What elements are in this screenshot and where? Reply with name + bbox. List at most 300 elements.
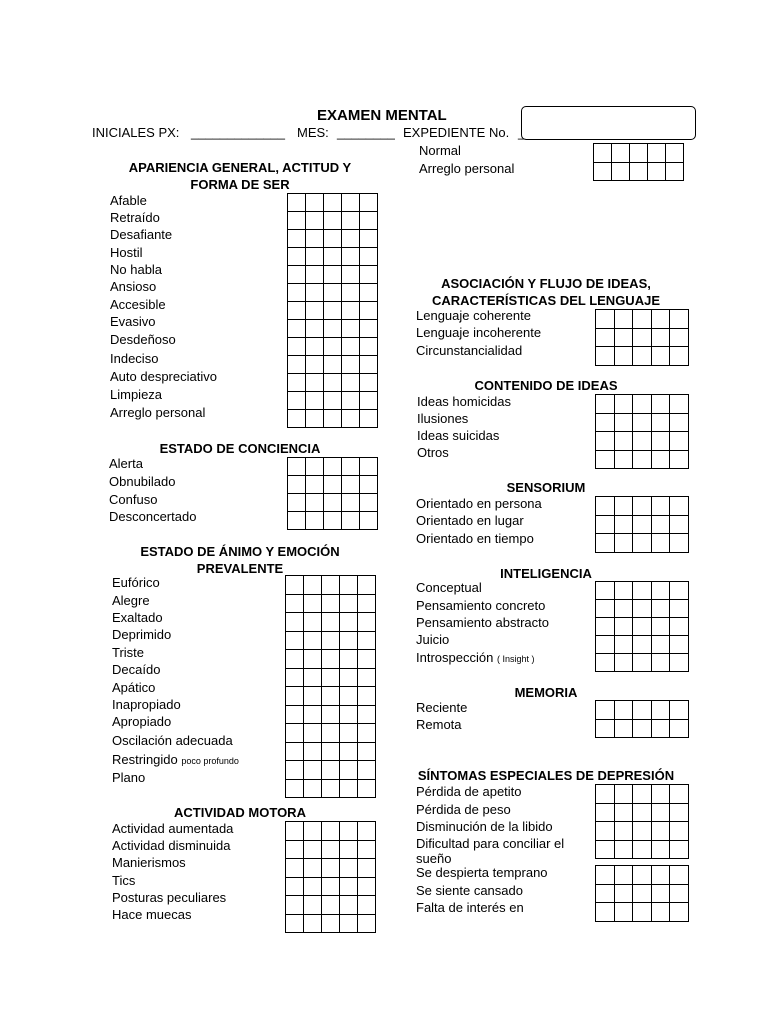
checkbox-cell[interactable] <box>342 320 360 338</box>
checkbox-cell[interactable] <box>340 576 358 595</box>
checkbox-cell[interactable] <box>633 497 652 516</box>
checkbox-cell[interactable] <box>304 761 322 780</box>
checkbox-cell[interactable] <box>360 494 378 512</box>
checkbox-cell[interactable] <box>651 582 670 600</box>
checkbox-cell[interactable] <box>358 594 376 613</box>
checkbox-cell[interactable] <box>286 761 304 780</box>
checkbox-cell[interactable] <box>340 594 358 613</box>
checkbox-cell[interactable] <box>306 284 324 302</box>
checkbox-cell[interactable] <box>288 338 306 356</box>
checkbox-cell[interactable] <box>288 494 306 512</box>
checkbox-cell[interactable] <box>340 705 358 724</box>
checkbox-cell[interactable] <box>288 392 306 410</box>
checkbox-cell[interactable] <box>322 594 340 613</box>
checkbox-cell[interactable] <box>322 576 340 595</box>
checkbox-cell[interactable] <box>596 310 615 329</box>
checkbox-cell[interactable] <box>651 636 670 654</box>
checkbox-grid[interactable] <box>285 575 376 798</box>
checkbox-cell[interactable] <box>322 779 340 798</box>
checkbox-cell[interactable] <box>633 310 652 329</box>
checkbox-cell[interactable] <box>614 701 633 720</box>
checkbox-cell[interactable] <box>358 914 376 933</box>
checkbox-cell[interactable] <box>614 395 633 414</box>
checkbox-cell[interactable] <box>304 687 322 706</box>
checkbox-cell[interactable] <box>322 705 340 724</box>
checkbox-cell[interactable] <box>630 144 648 163</box>
checkbox-grid[interactable] <box>595 309 689 366</box>
checkbox-cell[interactable] <box>633 618 652 636</box>
checkbox-cell[interactable] <box>614 803 633 822</box>
checkbox-cell[interactable] <box>324 410 342 428</box>
checkbox-cell[interactable] <box>306 410 324 428</box>
checkbox-cell[interactable] <box>614 534 633 553</box>
checkbox-cell[interactable] <box>340 779 358 798</box>
checkbox-cell[interactable] <box>360 320 378 338</box>
checkbox-cell[interactable] <box>633 719 652 738</box>
checkbox-cell[interactable] <box>304 742 322 761</box>
checkbox-cell[interactable] <box>324 302 342 320</box>
checkbox-cell[interactable] <box>360 194 378 212</box>
checkbox-cell[interactable] <box>324 284 342 302</box>
checkbox-grid[interactable] <box>285 821 376 933</box>
checkbox-cell[interactable] <box>594 162 612 181</box>
checkbox-cell[interactable] <box>288 410 306 428</box>
checkbox-cell[interactable] <box>306 266 324 284</box>
checkbox-cell[interactable] <box>633 413 652 432</box>
checkbox-cell[interactable] <box>651 450 670 469</box>
checkbox-cell[interactable] <box>596 903 615 922</box>
checkbox-cell[interactable] <box>324 248 342 266</box>
checkbox-cell[interactable] <box>304 724 322 743</box>
checkbox-cell[interactable] <box>358 613 376 632</box>
checkbox-cell[interactable] <box>342 512 360 530</box>
checkbox-cell[interactable] <box>306 248 324 266</box>
checkbox-cell[interactable] <box>633 395 652 414</box>
checkbox-cell[interactable] <box>286 914 304 933</box>
checkbox-cell[interactable] <box>596 347 615 366</box>
checkbox-cell[interactable] <box>596 515 615 534</box>
checkbox-cell[interactable] <box>670 432 689 451</box>
checkbox-cell[interactable] <box>670 582 689 600</box>
checkbox-cell[interactable] <box>342 248 360 266</box>
checkbox-cell[interactable] <box>288 284 306 302</box>
checkbox-cell[interactable] <box>340 914 358 933</box>
checkbox-cell[interactable] <box>651 328 670 347</box>
checkbox-cell[interactable] <box>304 877 322 896</box>
checkbox-cell[interactable] <box>633 582 652 600</box>
checkbox-cell[interactable] <box>322 613 340 632</box>
checkbox-cell[interactable] <box>596 884 615 903</box>
checkbox-cell[interactable] <box>651 347 670 366</box>
checkbox-cell[interactable] <box>670 310 689 329</box>
checkbox-cell[interactable] <box>596 432 615 451</box>
checkbox-cell[interactable] <box>651 701 670 720</box>
checkbox-cell[interactable] <box>322 896 340 915</box>
checkbox-cell[interactable] <box>651 822 670 841</box>
record-blank[interactable]: _ <box>518 125 526 140</box>
checkbox-cell[interactable] <box>651 310 670 329</box>
checkbox-cell[interactable] <box>288 512 306 530</box>
checkbox-cell[interactable] <box>322 859 340 878</box>
checkbox-cell[interactable] <box>612 144 630 163</box>
checkbox-cell[interactable] <box>614 582 633 600</box>
checkbox-cell[interactable] <box>651 884 670 903</box>
checkbox-cell[interactable] <box>342 302 360 320</box>
checkbox-cell[interactable] <box>358 576 376 595</box>
checkbox-grid[interactable] <box>595 700 689 738</box>
checkbox-cell[interactable] <box>288 356 306 374</box>
checkbox-cell[interactable] <box>286 631 304 650</box>
checkbox-cell[interactable] <box>342 392 360 410</box>
checkbox-cell[interactable] <box>670 803 689 822</box>
checkbox-cell[interactable] <box>324 374 342 392</box>
checkbox-grid[interactable] <box>595 581 689 672</box>
checkbox-cell[interactable] <box>340 822 358 841</box>
checkbox-cell[interactable] <box>651 432 670 451</box>
checkbox-cell[interactable] <box>596 785 615 804</box>
checkbox-cell[interactable] <box>651 515 670 534</box>
checkbox-cell[interactable] <box>614 884 633 903</box>
checkbox-cell[interactable] <box>633 866 652 885</box>
checkbox-cell[interactable] <box>286 779 304 798</box>
checkbox-cell[interactable] <box>651 903 670 922</box>
checkbox-cell[interactable] <box>324 212 342 230</box>
checkbox-cell[interactable] <box>596 413 615 432</box>
checkbox-cell[interactable] <box>324 476 342 494</box>
checkbox-cell[interactable] <box>596 450 615 469</box>
checkbox-cell[interactable] <box>342 266 360 284</box>
checkbox-grid[interactable] <box>287 193 378 428</box>
checkbox-cell[interactable] <box>322 650 340 669</box>
checkbox-cell[interactable] <box>342 212 360 230</box>
checkbox-cell[interactable] <box>596 618 615 636</box>
checkbox-cell[interactable] <box>651 413 670 432</box>
checkbox-cell[interactable] <box>288 266 306 284</box>
checkbox-cell[interactable] <box>324 458 342 476</box>
checkbox-cell[interactable] <box>614 654 633 672</box>
checkbox-cell[interactable] <box>340 631 358 650</box>
checkbox-cell[interactable] <box>633 328 652 347</box>
checkbox-cell[interactable] <box>340 877 358 896</box>
checkbox-cell[interactable] <box>596 840 615 859</box>
checkbox-cell[interactable] <box>306 212 324 230</box>
checkbox-cell[interactable] <box>360 248 378 266</box>
checkbox-cell[interactable] <box>651 866 670 885</box>
checkbox-cell[interactable] <box>670 497 689 516</box>
checkbox-cell[interactable] <box>360 458 378 476</box>
checkbox-cell[interactable] <box>614 450 633 469</box>
checkbox-cell[interactable] <box>670 636 689 654</box>
checkbox-cell[interactable] <box>360 266 378 284</box>
checkbox-cell[interactable] <box>360 284 378 302</box>
checkbox-cell[interactable] <box>306 512 324 530</box>
checkbox-cell[interactable] <box>614 310 633 329</box>
checkbox-cell[interactable] <box>670 534 689 553</box>
checkbox-cell[interactable] <box>288 476 306 494</box>
checkbox-cell[interactable] <box>596 654 615 672</box>
checkbox-cell[interactable] <box>322 724 340 743</box>
checkbox-cell[interactable] <box>358 705 376 724</box>
checkbox-cell[interactable] <box>670 395 689 414</box>
checkbox-cell[interactable] <box>342 458 360 476</box>
checkbox-cell[interactable] <box>322 840 340 859</box>
checkbox-cell[interactable] <box>630 162 648 181</box>
checkbox-cell[interactable] <box>596 866 615 885</box>
checkbox-cell[interactable] <box>360 476 378 494</box>
checkbox-grid[interactable] <box>595 865 689 922</box>
checkbox-cell[interactable] <box>288 230 306 248</box>
checkbox-cell[interactable] <box>670 701 689 720</box>
checkbox-cell[interactable] <box>651 719 670 738</box>
checkbox-cell[interactable] <box>288 320 306 338</box>
checkbox-cell[interactable] <box>288 194 306 212</box>
checkbox-cell[interactable] <box>342 410 360 428</box>
checkbox-cell[interactable] <box>651 803 670 822</box>
checkbox-cell[interactable] <box>286 742 304 761</box>
checkbox-cell[interactable] <box>306 392 324 410</box>
checkbox-cell[interactable] <box>360 512 378 530</box>
checkbox-cell[interactable] <box>633 803 652 822</box>
checkbox-cell[interactable] <box>633 903 652 922</box>
checkbox-cell[interactable] <box>304 896 322 915</box>
checkbox-cell[interactable] <box>633 515 652 534</box>
checkbox-cell[interactable] <box>670 600 689 618</box>
checkbox-cell[interactable] <box>342 476 360 494</box>
checkbox-cell[interactable] <box>340 687 358 706</box>
checkbox-cell[interactable] <box>340 840 358 859</box>
checkbox-cell[interactable] <box>614 719 633 738</box>
checkbox-grid[interactable] <box>595 496 689 553</box>
checkbox-cell[interactable] <box>596 600 615 618</box>
checkbox-cell[interactable] <box>633 600 652 618</box>
checkbox-cell[interactable] <box>340 724 358 743</box>
checkbox-cell[interactable] <box>358 896 376 915</box>
checkbox-cell[interactable] <box>286 687 304 706</box>
checkbox-cell[interactable] <box>651 654 670 672</box>
checkbox-cell[interactable] <box>286 840 304 859</box>
checkbox-cell[interactable] <box>324 266 342 284</box>
checkbox-cell[interactable] <box>342 284 360 302</box>
checkbox-cell[interactable] <box>614 432 633 451</box>
checkbox-cell[interactable] <box>596 719 615 738</box>
checkbox-cell[interactable] <box>306 374 324 392</box>
checkbox-cell[interactable] <box>304 613 322 632</box>
checkbox-cell[interactable] <box>596 636 615 654</box>
checkbox-cell[interactable] <box>596 701 615 720</box>
checkbox-cell[interactable] <box>633 840 652 859</box>
checkbox-cell[interactable] <box>358 779 376 798</box>
checkbox-cell[interactable] <box>670 719 689 738</box>
checkbox-cell[interactable] <box>594 144 612 163</box>
checkbox-cell[interactable] <box>286 877 304 896</box>
checkbox-cell[interactable] <box>670 785 689 804</box>
initials-blank[interactable]: _____________ <box>191 125 285 140</box>
record-number-box[interactable] <box>521 106 696 140</box>
checkbox-cell[interactable] <box>340 761 358 780</box>
checkbox-cell[interactable] <box>360 230 378 248</box>
checkbox-cell[interactable] <box>304 631 322 650</box>
checkbox-cell[interactable] <box>324 356 342 374</box>
checkbox-cell[interactable] <box>342 374 360 392</box>
checkbox-cell[interactable] <box>306 458 324 476</box>
checkbox-cell[interactable] <box>360 212 378 230</box>
checkbox-cell[interactable] <box>614 785 633 804</box>
checkbox-cell[interactable] <box>324 230 342 248</box>
checkbox-cell[interactable] <box>342 338 360 356</box>
checkbox-cell[interactable] <box>360 410 378 428</box>
checkbox-cell[interactable] <box>322 631 340 650</box>
checkbox-cell[interactable] <box>286 668 304 687</box>
checkbox-cell[interactable] <box>614 636 633 654</box>
checkbox-cell[interactable] <box>286 705 304 724</box>
checkbox-cell[interactable] <box>666 162 684 181</box>
checkbox-cell[interactable] <box>614 515 633 534</box>
checkbox-cell[interactable] <box>596 395 615 414</box>
checkbox-cell[interactable] <box>342 230 360 248</box>
checkbox-cell[interactable] <box>324 512 342 530</box>
checkbox-cell[interactable] <box>360 338 378 356</box>
checkbox-grid[interactable] <box>595 394 689 469</box>
checkbox-cell[interactable] <box>306 320 324 338</box>
checkbox-cell[interactable] <box>304 668 322 687</box>
checkbox-cell[interactable] <box>324 338 342 356</box>
checkbox-cell[interactable] <box>322 687 340 706</box>
checkbox-cell[interactable] <box>651 785 670 804</box>
checkbox-cell[interactable] <box>670 450 689 469</box>
checkbox-cell[interactable] <box>614 903 633 922</box>
checkbox-cell[interactable] <box>304 859 322 878</box>
checkbox-cell[interactable] <box>304 779 322 798</box>
checkbox-cell[interactable] <box>670 840 689 859</box>
checkbox-cell[interactable] <box>306 356 324 374</box>
checkbox-cell[interactable] <box>614 413 633 432</box>
checkbox-cell[interactable] <box>304 650 322 669</box>
checkbox-cell[interactable] <box>324 320 342 338</box>
checkbox-cell[interactable] <box>286 896 304 915</box>
checkbox-grid[interactable] <box>595 784 689 859</box>
checkbox-cell[interactable] <box>633 654 652 672</box>
checkbox-cell[interactable] <box>286 822 304 841</box>
checkbox-cell[interactable] <box>596 582 615 600</box>
checkbox-cell[interactable] <box>358 687 376 706</box>
checkbox-cell[interactable] <box>340 650 358 669</box>
checkbox-cell[interactable] <box>306 230 324 248</box>
checkbox-cell[interactable] <box>288 248 306 266</box>
checkbox-cell[interactable] <box>614 328 633 347</box>
checkbox-cell[interactable] <box>670 903 689 922</box>
checkbox-cell[interactable] <box>304 914 322 933</box>
checkbox-cell[interactable] <box>342 194 360 212</box>
checkbox-cell[interactable] <box>651 497 670 516</box>
checkbox-cell[interactable] <box>358 822 376 841</box>
checkbox-cell[interactable] <box>670 618 689 636</box>
checkbox-cell[interactable] <box>322 761 340 780</box>
checkbox-cell[interactable] <box>651 618 670 636</box>
checkbox-cell[interactable] <box>358 650 376 669</box>
checkbox-cell[interactable] <box>633 884 652 903</box>
checkbox-cell[interactable] <box>670 866 689 885</box>
checkbox-cell[interactable] <box>322 742 340 761</box>
checkbox-cell[interactable] <box>324 494 342 512</box>
checkbox-cell[interactable] <box>358 859 376 878</box>
checkbox-cell[interactable] <box>614 822 633 841</box>
checkbox-cell[interactable] <box>304 705 322 724</box>
checkbox-cell[interactable] <box>306 302 324 320</box>
checkbox-cell[interactable] <box>633 822 652 841</box>
checkbox-cell[interactable] <box>633 450 652 469</box>
checkbox-cell[interactable] <box>633 432 652 451</box>
checkbox-cell[interactable] <box>596 534 615 553</box>
checkbox-cell[interactable] <box>306 494 324 512</box>
checkbox-cell[interactable] <box>614 866 633 885</box>
checkbox-cell[interactable] <box>614 840 633 859</box>
checkbox-cell[interactable] <box>340 896 358 915</box>
checkbox-cell[interactable] <box>360 302 378 320</box>
checkbox-cell[interactable] <box>286 613 304 632</box>
checkbox-cell[interactable] <box>322 822 340 841</box>
checkbox-cell[interactable] <box>324 392 342 410</box>
checkbox-cell[interactable] <box>342 494 360 512</box>
checkbox-cell[interactable] <box>304 594 322 613</box>
checkbox-cell[interactable] <box>342 356 360 374</box>
checkbox-cell[interactable] <box>670 822 689 841</box>
checkbox-cell[interactable] <box>286 650 304 669</box>
checkbox-cell[interactable] <box>358 742 376 761</box>
checkbox-cell[interactable] <box>648 144 666 163</box>
checkbox-cell[interactable] <box>651 840 670 859</box>
checkbox-cell[interactable] <box>651 600 670 618</box>
checkbox-cell[interactable] <box>306 476 324 494</box>
checkbox-cell[interactable] <box>670 515 689 534</box>
checkbox-grid[interactable] <box>593 143 684 181</box>
checkbox-cell[interactable] <box>614 618 633 636</box>
checkbox-cell[interactable] <box>358 761 376 780</box>
checkbox-cell[interactable] <box>286 576 304 595</box>
checkbox-cell[interactable] <box>358 877 376 896</box>
checkbox-cell[interactable] <box>286 859 304 878</box>
checkbox-cell[interactable] <box>286 724 304 743</box>
checkbox-cell[interactable] <box>322 668 340 687</box>
checkbox-cell[interactable] <box>612 162 630 181</box>
checkbox-cell[interactable] <box>322 877 340 896</box>
checkbox-cell[interactable] <box>614 600 633 618</box>
checkbox-cell[interactable] <box>304 576 322 595</box>
checkbox-cell[interactable] <box>340 859 358 878</box>
checkbox-cell[interactable] <box>340 668 358 687</box>
checkbox-cell[interactable] <box>288 212 306 230</box>
checkbox-cell[interactable] <box>324 194 342 212</box>
checkbox-cell[interactable] <box>614 497 633 516</box>
checkbox-cell[interactable] <box>340 613 358 632</box>
checkbox-cell[interactable] <box>306 194 324 212</box>
checkbox-cell[interactable] <box>358 724 376 743</box>
checkbox-cell[interactable] <box>358 840 376 859</box>
checkbox-cell[interactable] <box>596 803 615 822</box>
checkbox-cell[interactable] <box>360 374 378 392</box>
checkbox-cell[interactable] <box>651 534 670 553</box>
checkbox-cell[interactable] <box>633 701 652 720</box>
checkbox-cell[interactable] <box>670 413 689 432</box>
checkbox-grid[interactable] <box>287 457 378 530</box>
checkbox-cell[interactable] <box>288 374 306 392</box>
checkbox-cell[interactable] <box>360 356 378 374</box>
checkbox-cell[interactable] <box>648 162 666 181</box>
checkbox-cell[interactable] <box>670 654 689 672</box>
checkbox-cell[interactable] <box>633 636 652 654</box>
checkbox-cell[interactable] <box>358 668 376 687</box>
checkbox-cell[interactable] <box>666 144 684 163</box>
checkbox-cell[interactable] <box>358 631 376 650</box>
